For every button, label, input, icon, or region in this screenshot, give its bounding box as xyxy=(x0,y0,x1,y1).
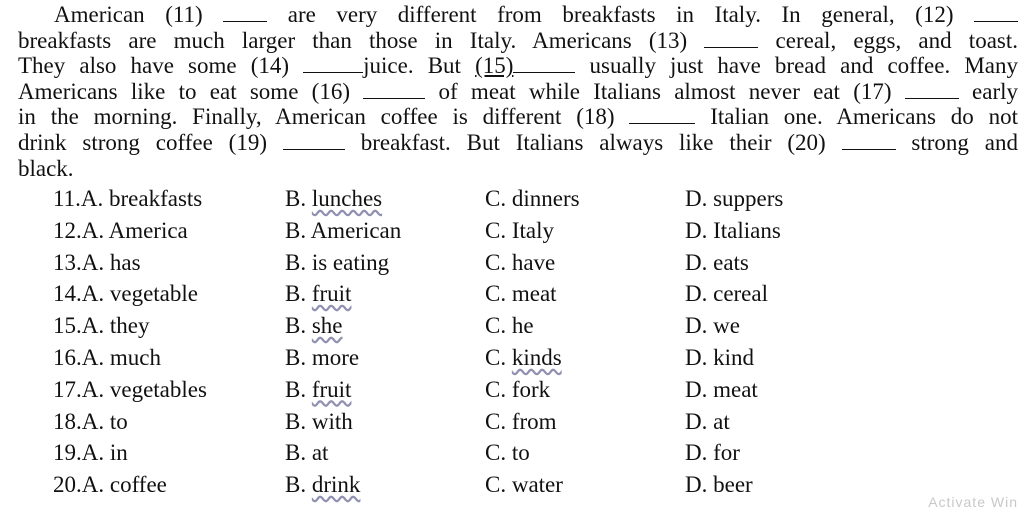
option-c[interactable] xyxy=(485,281,557,307)
passage-text: early xyxy=(958,78,1019,104)
option-text: D. at xyxy=(685,408,730,434)
option-text: B. xyxy=(285,313,312,339)
passage-text: usually just have bread and coffee. Many xyxy=(575,53,1018,79)
option-c[interactable] xyxy=(485,313,534,339)
option-text: 18.A. to xyxy=(53,408,128,434)
passage-line-2 xyxy=(18,28,1018,54)
blank-19 xyxy=(283,131,345,150)
option-text: she xyxy=(311,313,343,339)
option-text: 11.A. breakfasts xyxy=(53,186,203,211)
blank-20 xyxy=(842,131,896,150)
option-d[interactable] xyxy=(685,440,740,466)
option-text: 15.A. they xyxy=(53,313,150,339)
blank-15-label: (15) xyxy=(475,53,514,79)
blank-13 xyxy=(704,29,758,48)
option-text: C. water xyxy=(485,472,563,498)
option-d[interactable] xyxy=(685,377,758,403)
option-text: C. have xyxy=(485,249,556,275)
option-a[interactable] xyxy=(53,345,161,371)
option-text: 16.A. much xyxy=(53,344,161,370)
option-text: D. meat xyxy=(685,376,758,402)
passage-line-7: black. xyxy=(18,155,74,181)
passage-text: strong and xyxy=(895,129,1018,155)
option-a[interactable] xyxy=(53,250,141,276)
option-d[interactable] xyxy=(685,409,730,435)
blank-11 xyxy=(223,3,267,22)
passage-line-3 xyxy=(18,53,1018,79)
option-text: B. American xyxy=(285,217,402,243)
option-b[interactable] xyxy=(285,409,353,435)
option-text: B. is eating xyxy=(285,249,390,275)
option-text: 12.A. America xyxy=(53,217,188,243)
passage-text: American (11) xyxy=(54,2,224,27)
option-text: B. with xyxy=(285,408,353,434)
option-c[interactable] xyxy=(485,440,530,466)
option-c[interactable] xyxy=(485,377,550,403)
option-d[interactable] xyxy=(685,186,783,212)
option-text: 17.A. vegetables xyxy=(53,376,207,402)
passage-text: breakfasts are much larger than those in Italy. Americans (13) xyxy=(18,27,705,53)
option-text: C. Italy xyxy=(485,217,554,243)
option-text: C. xyxy=(485,344,512,370)
passage-text: cereal, eggs, and toast. xyxy=(758,27,1018,53)
passage-text: in the morning. Finally, American coffee is different (18) xyxy=(18,104,630,130)
option-text: B. xyxy=(285,186,312,211)
option-b[interactable] xyxy=(285,472,360,498)
option-c[interactable] xyxy=(485,472,563,498)
passage-line-6 xyxy=(18,130,1018,156)
option-b[interactable] xyxy=(285,218,401,244)
option-d[interactable] xyxy=(685,250,749,276)
blank-14 xyxy=(303,54,363,73)
option-c[interactable] xyxy=(485,186,580,212)
option-b[interactable] xyxy=(285,250,389,276)
passage-text: breakfast. But Italians always like their (20) xyxy=(344,129,842,155)
option-d[interactable] xyxy=(685,313,740,339)
passage-text: drink strong coffee (19) xyxy=(18,129,283,155)
option-b[interactable] xyxy=(285,186,382,212)
passage-line-1 xyxy=(18,2,1018,28)
option-d[interactable] xyxy=(685,281,768,307)
option-a[interactable] xyxy=(53,313,149,339)
option-text: B. at xyxy=(285,440,329,466)
option-c[interactable] xyxy=(485,345,562,371)
option-text: B. xyxy=(285,472,312,498)
blank-16 xyxy=(363,80,425,99)
option-a[interactable] xyxy=(53,472,167,498)
option-a[interactable] xyxy=(53,440,128,466)
option-b[interactable] xyxy=(285,281,351,307)
option-c[interactable] xyxy=(485,218,554,244)
option-text: B. xyxy=(285,281,312,307)
option-text: 19.A. in xyxy=(53,440,128,466)
option-text: D. we xyxy=(685,313,740,339)
option-text: D. suppers xyxy=(685,186,784,211)
option-text: fruit xyxy=(311,376,352,402)
passage-text: juice. But xyxy=(363,53,476,79)
option-text: C. fork xyxy=(485,376,551,402)
passage-text: are very different from breakfasts in Italy. In general, (12) xyxy=(267,2,975,27)
option-c[interactable] xyxy=(485,409,557,435)
option-a[interactable] xyxy=(53,281,198,307)
passage-text: of meat while Italians almost never eat (17) xyxy=(425,78,905,104)
option-text: C. he xyxy=(485,313,534,339)
option-b[interactable] xyxy=(285,377,351,403)
option-d[interactable] xyxy=(685,218,781,244)
blank-18 xyxy=(629,105,695,124)
blank-17 xyxy=(905,80,959,99)
option-text: C. meat xyxy=(485,281,557,307)
blank-12 xyxy=(974,3,1018,22)
option-text: D. beer xyxy=(685,472,753,498)
option-d[interactable] xyxy=(685,472,753,498)
option-a[interactable] xyxy=(53,409,128,435)
os-activation-watermark: Activate Win xyxy=(928,494,1018,510)
option-text: B. xyxy=(285,376,312,402)
option-a[interactable] xyxy=(53,377,207,403)
option-text: D. Italians xyxy=(685,217,781,243)
option-c[interactable] xyxy=(485,250,555,276)
option-text: D. for xyxy=(685,440,740,466)
option-text: 14.A. vegetable xyxy=(53,281,198,307)
option-text: C. from xyxy=(485,408,557,434)
option-text: 13.A. has xyxy=(53,249,141,275)
option-text: kinds xyxy=(511,344,562,370)
passage-text: Americans like to eat some (16) xyxy=(18,78,364,104)
option-b[interactable] xyxy=(285,440,328,466)
option-text: B. more xyxy=(285,344,360,370)
option-d[interactable] xyxy=(685,345,754,371)
reading-passage xyxy=(18,2,1018,181)
option-text: lunches xyxy=(311,186,383,211)
blank-15 xyxy=(513,54,575,73)
option-a[interactable] xyxy=(53,186,202,212)
passage-text: They also have some (14) xyxy=(18,53,304,79)
option-text: fruit xyxy=(311,281,352,307)
passage-line-5 xyxy=(18,104,1018,130)
option-b[interactable] xyxy=(285,345,359,371)
option-text: D. kind xyxy=(685,344,754,370)
option-text: C. dinners xyxy=(485,186,580,211)
passage-line-4 xyxy=(18,79,1018,105)
option-text: D. cereal xyxy=(685,281,768,307)
option-text: D. eats xyxy=(685,249,749,275)
option-text: 20.A. coffee xyxy=(53,472,167,498)
option-text: drink xyxy=(311,472,361,498)
passage-text: Italian one. Americans do not xyxy=(695,104,1018,130)
option-text: C. to xyxy=(485,440,530,466)
option-b[interactable] xyxy=(285,313,343,339)
option-a[interactable] xyxy=(53,218,188,244)
